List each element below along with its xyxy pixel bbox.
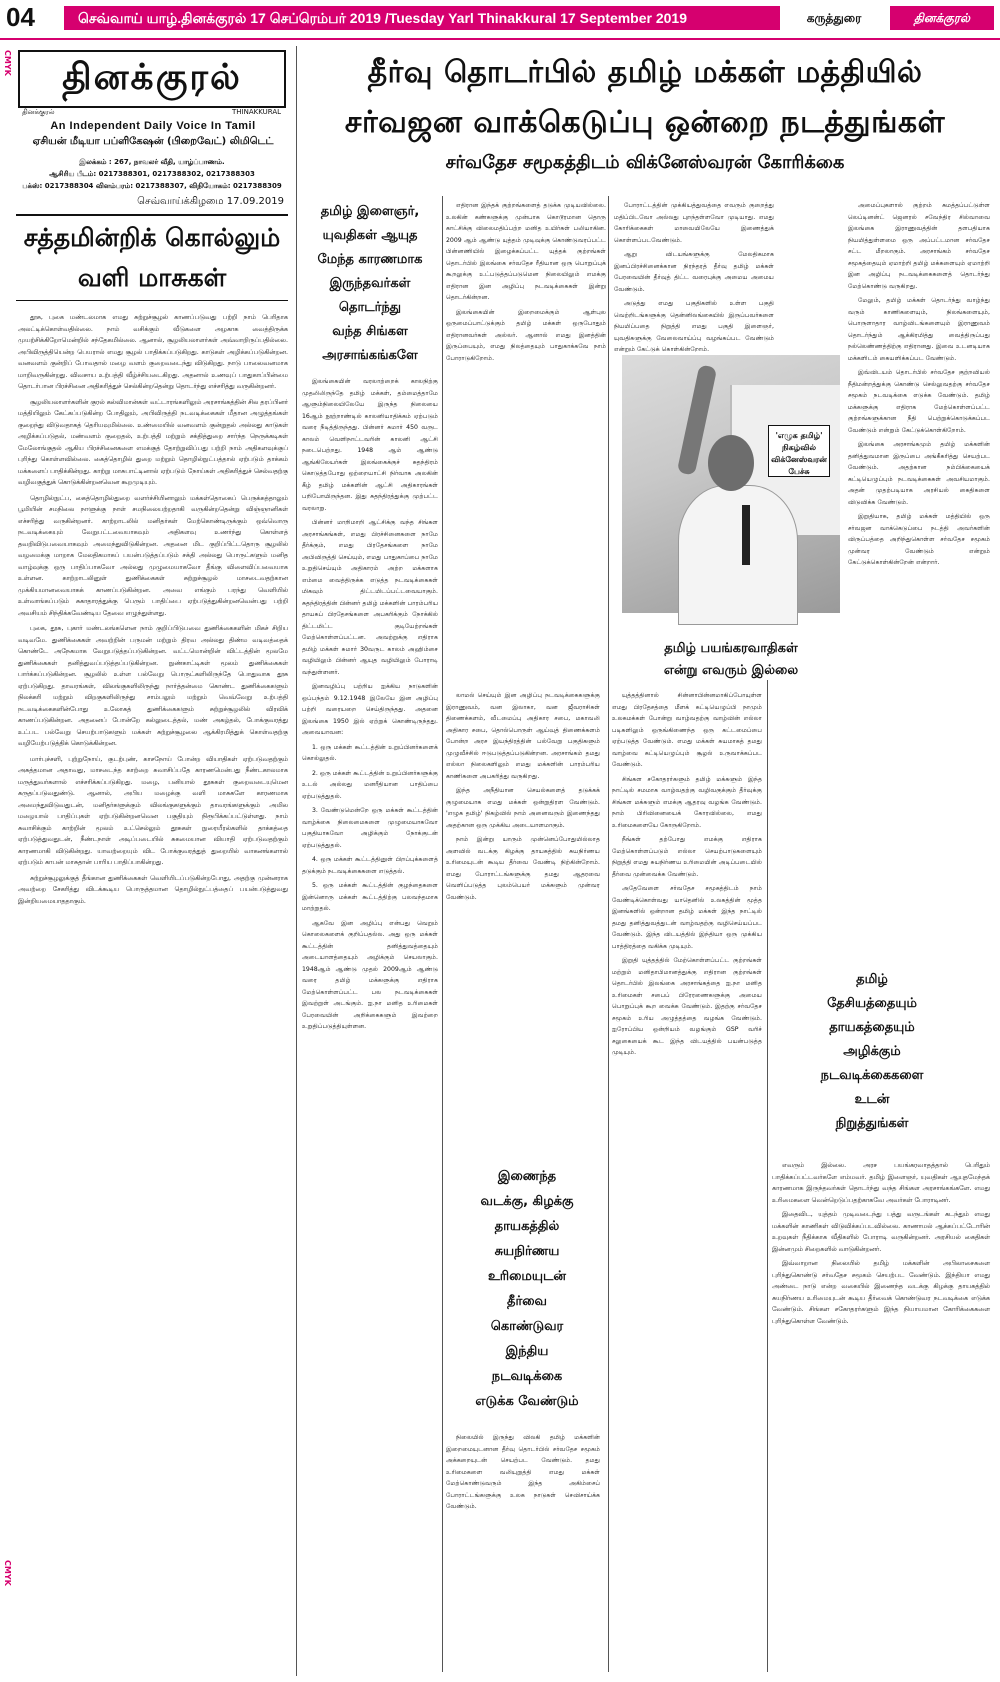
headline-line2: சர்வஜன வாக்கெடுப்பு ஒன்றை நடத்துங்கள் [344, 105, 946, 140]
column-divider [767, 680, 768, 1672]
article-column-3-upper [614, 200, 774, 353]
pull-quote-right-line: அழிக்கும் [843, 1044, 901, 1059]
section-label: கருத்துரை [782, 6, 886, 30]
article-column-2-upper [446, 200, 606, 362]
article-paragraph: 4. ஒரு மக்கள் கூட்டத்தினுள் பிறப்புக்களைத் தடுக்கும் நடவடிக்கைகளை எடுத்தல். [302, 856, 438, 875]
date-line: செவ்வாய் யாழ்.தினக்குரல் 17 செப்ரெம்பர் 2019 /Tuesday Yarl Thinakkural 17 September 2019 [64, 6, 780, 30]
article-paragraph: அமைப்புகளால் குற்றம் சுமத்தப்பட்டுள்ள லெப்டினன்ட் ஜெனரல் சவேந்திர சில்வாவை இலங்கை இராணுவத்தின் தளபதியாக நியமித்துள்ளமை ஒரு அப்பட்டமான சர்வதேச சட்ட மீறலாகும். அரசாங்கம் சர்வதேச சமூகத்தையும் ஏமாற்றி தமிழ் மக்களையும் ஏமாற்றி இன அழிப்பு நடவடிக்கைகளைத் தொடர்ந்து மேற்கொண்டு வருகிறது. [848, 202, 990, 290]
article-paragraph: ஆறு விடயங்களுக்கு மேலதிகமாக இனப்பிரச்சினைக்கான நிரந்தரத் தீர்வு தமிழ் மக்கள் பேரவையின் தீர்வுத் திட்ட வரைபுக்கு அமைய அமைய வேண்டும். [614, 251, 774, 293]
page-header [0, 0, 1000, 40]
pull-quote-bottom-line: தாயகத்தில் [494, 1219, 560, 1234]
logo-small-tamil: தினக்குரல் [22, 108, 55, 116]
editorial-title-line2: வளி மாசுகள் [77, 263, 227, 292]
article-paragraph: யுத்தத்தினால் சின்னாபின்னமாகிப்போயுள்ள எமது பிரதேசத்தை மீளக் கட்டியெழுப்பி நாமும் உலகமக்கள் போன்று வாழ்வதற்கு வாழ்வின் எல்லா படிகளிலும் ஒருங்கிணைந்த ஒரு கட்டமைப்பை ஏற்படுத்த வேண்டும். எமது மக்கள் சுயமாகத் தமது வாழ்வை கட்டியெழுப்பும் சூழல் உருவாக்கப்பட வேண்டும். [612, 692, 762, 768]
tagline: An Independent Daily Voice In Tamil [50, 120, 256, 132]
article-paragraph: அதேவேளை சர்வதேச சமூகத்திடம் நாம் வேண்டிக்கொள்வது யாதெனில் உலகத்தின் மூத்த இனங்களில் ஒன்றான தமிழ் மக்கள் இந்த நாட்டில் தமது தனித்துவத்துடன் வாழ்வதற்கு வழிசெய்யப்பட வேண்டும். இந்த விடயத்தில் இந்தியா ஒரு முக்கிய பாத்திரத்தை வகிக்க முடியும். [612, 885, 762, 950]
pull-quote-right-line: நடவடிக்கைகளை [820, 1068, 924, 1083]
pull-quote-right-line: தேசியத்தையும் [827, 996, 917, 1011]
article-paragraph: போராட்டத்தின் முக்கியத்துவத்தை எவரும் குறைத்து மதிப்பிடவோ அல்லது புறந்தள்ளவோ முடியாது. எமது கோரிக்கைகள் மாவையிலேயே இணைத்துக் கொள்ளப்படவேண்டும். [614, 202, 774, 244]
editorial-paragraph: புகை, தூசு, புகார் மண்டலங்களென நாம் குறிப்பிடுபவை துணிக்கைகளின் மிகச் சிறிய வடிவமே. துணிக்கைகள் அவற்றின் பருமன் மற்றும் திரவ அல்லது திண்ம வடிவத்தைக் கொண்டே அநேகமாக வேறுபடுத்தப்படுகின்றன. வட்டமொன்றின் விட்டத்தின் மூலமே துணிக்கைகள் தனித்துவப்படுத்தப்படுகின்றன. நுண்காட்டிகள் மூலம் துணிக்கைகள் பார்க்கப்படுகின்றன. சூழலில் உள்ள பல்வேறு பொருட்களிலிருந்தே பொதுவாக தூசு ஏற்படுகிறது. தாவரங்கள், விலங்குகளிலிருந்து நார்த்தன்மை கொண்ட துணிக்கைகளும் நிலக்கரி மற்றும் விறகுகளிலிருந்து சாம்பலும் மற்றும் வெவ்வேறு உற்பத்தி நடவடிக்கைகளின்போது உலோகத் துணிக்கைகளும் சுற்றுச்சூழலில் விரவிக் காணப்படுகின்றன. அதனைப் போன்றே கல்லுடைத்தல், மண் அகழ்தல், போக்குவரத்து உட்பட பல்வேறு செயற்பாடுகளும் மக்கள் சுற்றுச்சூழலை ஆக்கிரமித்துக் கொள்வதற்கு வழியேற்படுத்திக் கொடுக்கின்றன. [18, 624, 288, 747]
brand-tag: தினக்குரல் [890, 6, 994, 30]
pull-quote-right-line: நிறுத்துங்கள் [835, 1116, 909, 1131]
article-paragraph: இலங்கையின் இறைமைக்கும் ஆள்புல ஒருமைப்பாட்டுக்கும் தமிழ் மக்கள் ஒருபோதும் எதிரானவர்கள் அல்லர். ஆனால் எமது இனத்தின் இருப்பையும், எமது நிலத்தையும் பாதுகாக்கவே நாம் போராடுகிறோம். [446, 308, 606, 362]
pull-quote-right-line: உடன் [854, 1092, 890, 1107]
pull-quote-bottom-line: நடவடிக்கை [491, 1369, 563, 1384]
article-column-4 [848, 200, 990, 970]
article-paragraph: நாம் இன்று யாரும் முன்னெப்போதுமில்லாத அளவில் வடக்கு கிழக்கு தாயகத்தில் சுயநிர்ணய உரிமையுடன் கூடிய தீர்வை வேண்டி நிற்கின்றோம். எமது போராட்டங்களுக்கு தமது ஆதரவை வெளிப்படுத்த புலம்பெயர் மக்களும் முன்வர வேண்டும். [446, 836, 600, 901]
article-paragraph: இறுதியாக, தமிழ் மக்கள் மத்தியில் ஒரு சர்வஜன வாக்கெடுப்பை நடத்தி அவர்களின் விருப்பத்தை அறிந்துகொள்ள சர்வதேச சமூகம் முன்வர வேண்டும் என்றும் கேட்டுக்கொள்கின்றேன் என்றார். [848, 513, 990, 566]
pull-quote-bottom-line: இணைந்த [497, 1169, 557, 1184]
article-paragraph: இந்த அநீதியான செயல்களைத் தடுக்கக் குழுமையாக எமது மக்கள் ஒன்றுதிரள வேண்டும். 'எழுக தமிழ்' நிகழ்வில் நாம் அனைவரும் இணைந்தது அதற்கான ஒரு முக்கிய அடையாளமாகும். [446, 787, 600, 829]
article-paragraph: 5. ஒரு மக்கள் கூட்டத்தின் குழந்தைகளை இன்னொரு மக்கள் கூட்டத்திற்கு பலவந்தமாக மாற்றுதல். [302, 882, 438, 912]
pull-quote-right-line: தமிழ் [856, 972, 888, 987]
pull-quote-bottom-line: கொண்டுவர [490, 1319, 564, 1334]
article-paragraph: 3. வேண்டுமென்றே ஒரு மக்கள் கூட்டத்தின் வாழ்க்கை நிலைமைகளை முழுமையாகவோ பகுதியாகவோ அழிக்கும் நோக்குடன் ஏற்படுத்துதல். [302, 807, 438, 849]
header-rule [0, 38, 1000, 40]
pull-quote-line: அரசாங்கங்களே [322, 348, 418, 363]
article-paragraph: இலங்கையின் வரலாற்றைக் காலநிற்கு முதலிலிருந்தே தமிழ் மக்கள், தம்மைத்தாமே ஆளும்நிலையிலேயே இருந்த நிலையை 16ஆம் நூற்றாண்டில் காலனியாதிக்கம் ஏற்படும் வரை நீடித்திருந்தது. பின்னர் சுமார் 450 வருட காலம் வெளிநாட்டவரின் காலனி ஆட்சி நடைபெற்றது. 1948 ஆம் ஆண்டு ஆங்கிலேயர்கள் இலங்கைக்குச் சுதந்திரம் கொடுத்தபோது ஒற்றையாட்சி நிர்வாக அலகின் கீழ் தமிழ் மக்களின் ஆட்சி அதிகாரங்கள் பறிபோயிருந்தன. இது சுதந்திரத்துக்கு முற்பட்ட வரலாறு. [302, 378, 438, 512]
article-column-2-lower [446, 690, 600, 1155]
article-paragraph: இலங்கை அரசாங்கமும் தமிழ் மக்களின் தனித்துவமான இருப்பை அங்கீகரித்து செயற்பட வேண்டும். அதற்கான நம்பிக்கையைக் கட்டியெழுப்பும் நடவடிக்கைகள் அவசியமாகும். அதன் முதற்படியாக அரசியல் கைதிகளை விடுவிக்க வேண்டும். [848, 441, 990, 506]
article-paragraph: எவரும் இல்லை. அரச பயங்கரவாதத்தால் பெரிதும் பாதிக்கப்பட்டவர்களே எம்மவர். தமிழ் இளைஞர், யுவதிகள் ஆயுதமேந்தக் காரணமாக இருந்தவர்கள் தொடர்ந்து வந்த சிங்கள அரசாங்கங்களே. எமது உரிமைகளை வென்றெடுப்பதற்காகவே அவர்கள் போராடினர். [772, 1161, 990, 1204]
headline-line1: தீர்வு தொடர்பில் தமிழ் மக்கள் மத்தியில் [367, 55, 923, 90]
column-divider [608, 196, 609, 1672]
pull-quote-line: மேந்த காரணமாக [317, 252, 423, 267]
speaker-photo [622, 355, 840, 613]
article-paragraph: இதைவிட, யுத்தம் முடிவடைந்து பத்து வருடங்கள் கடந்தும் எமது மக்களின் காணிகள் விடுவிக்கப்படவில்லை. காணாமல் ஆக்கப்பட்டோரின் உறவுகள் நீதிக்காக வீதிகளில் போராடி வருகின்றனர். அரசியல் கைதிகள் இன்னமும் சிறைகளில் வாடுகின்றனர். [772, 1210, 990, 1253]
article-column-2-bottom [446, 1432, 600, 1672]
sub-headline: சர்வதேச சமூகத்திடம் விக்னேஸ்வரன் கோரிக்கை [445, 152, 845, 173]
article-paragraph: மேலும், தமிழ் மக்கள் தொடர்ந்து வாழ்ந்து வரும் காணிகளையும், நிலங்களையும், பொருளாதார வாழ்விடங்களையும் இராணுவம் தொடர்ந்தும் ஆக்கிரமித்து வைத்திருப்பது நல்லெண்ணத்திற்கு எதிரானது. இவை உடனடியாக மக்களிடம் கையளிக்கப்பட வேண்டும். [848, 297, 990, 362]
editorial-title-line1: சத்தமின்றிக் கொல்லும் [23, 223, 281, 252]
article-paragraph: இனவழிப்பு பற்றிய ஐக்கிய நாடுகளின் ஒப்பந்தம் 9.12.1948 இலேயே இன அழிப்பு பற்றி வரையறை செய்திருந்தது. அதனை இலங்கை 1950 இல் ஏற்றுக் கொண்டிருந்தது. அவையாவன: [302, 683, 438, 736]
article-column-4-lower [772, 1160, 990, 1672]
speaker-body [678, 485, 798, 625]
pull-quote-bottom-line: உரிமையுடன் [487, 1269, 566, 1284]
editorial-body [18, 312, 288, 1672]
article-paragraph: நீங்கள் தற்போது எமக்கு எதிராக மேற்கொள்ளப்படும் எல்லா செயற்பாடுகளையும் நிறுத்தி எமது சுயநிர்ணய உரிமையின் அடிப்படையில் தீர்வை முன்வைக்க வேண்டும். [612, 836, 762, 878]
publisher-info [12, 156, 292, 192]
editorial-paragraph: தூசு, புகை மண்டலமாக எமது சுற்றுச்சூழல் காணப்படுவது பற்றி நாம் பெரிதாக அலட்டிக்கொள்வதில்லை. நாம் வசிக்கும் வீடுகளை அழகாக வைத்திருக்க முயற்சிக்கிறோமென்றில் சந்தேகமில்லை. ஆனால், சூழலியலாளர்கள் அவ்வாறிருப்பதில்லை. அபிவிருத்தியென்ற பெயரால் எமது சூழல் பாதிக்கப்படுகிறது. காடுகள் அழிக்கப்படுகின்றன. வனவளம் குன்றிப் போவதால் மழை வளம் குறைவடைந்து விடுகிறது. நாடு பாலைவனமாக மாறிவருகின்றது. விவசாய உற்பத்தி வீழ்ச்சியடைகிறது. அதனால் உணவுப் பாதுகாப்பின்மை தொடர்பான பிரச்சினை அதிகரித்துச் செல்கின்றதென்று தொடர்ந்து எச்சரித்து வருகின்றனர். [18, 313, 288, 390]
masthead [12, 46, 292, 156]
photo-caption-line: பேச்சு [788, 467, 810, 476]
photo-caption-line: விக்னேஸ்வரன் [771, 455, 827, 464]
pull-quote-bottom-line: தீர்வை [506, 1294, 547, 1309]
editorial-paragraph: தொழில்நுட்ப, கைத்தொழில்துறை வளர்ச்சியினாலும் மக்கள்தொகைப் பெருக்கத்தாலும் பூமியின் சமநிலை நாளுக்கு நாள் சமநிலையற்றதாகி வருகின்றதென்று விஞ்ஞானிகள் எச்சரித்து வருகின்றனர். காற்றாடலில் மனிதர்கள் மேற்கொண்டிருக்கும் ஒவ்வொரு நடவடிக்கையும் வேறுபட்டவையாகவும் அதிகளவு உணர்ந்து கொள்ளத் தவறிவிடுபவையாகவும் அமைந்துவிடுகின்றன. அதனை மிட குறிப்பிட்டதொரு சூழலில் வழமைக்கு மாறாக மேலதிகமாகப் பயன்படுத்தப்படும் சக்தி அல்லது பொருட்களும் மனித வாழ்வுக்கு ஒரு பாதிப்பாகவோ அல்லது முழுமையாகவோ தீங்கு விளைவிப்பவையாக உள்ளன. காற்றாடலினுள் துணிக்கைகள் சுற்றுச்சூழல் மாசடைவதற்கான முக்கியமானவையாகக் காணப்படுகின்றன. அவை எங்கும் பரந்து வெளியில் உள்வாங்கப்படும் சுகாதாரத்துக்கு பெரும் பாதிப்பை ஏற்படுத்துகின்றனவென்பது பற்றி அவசியம் சிந்திக்கவேண்டிய தேவை எழுந்துள்ளது. [18, 493, 288, 617]
photo-subhead [616, 638, 846, 682]
logo-small-english: THINAKKURAL [232, 108, 282, 116]
article-paragraph: நிலையில் இருந்து விலகி தமிழ் மக்களின் இறைமையுடனான தீர்வு தொடர்பில் சர்வதேச சமூகம் அக்கறையுடன் செயற்பட வேண்டும். தமது உரிமைகளை வலியுறுத்தி எமது மக்கள் மேற்கொண்டுவரும் இந்த அகிம்சைப் போராட்டங்களுக்கு உலக நாடுகள் செவிசாய்க்க வேண்டும். [446, 1434, 600, 1510]
editorial-paragraph: சுற்றுச்சூழலுக்குத் தீங்கான துணிக்கைகள் வெளியிடப்படுகின்றபோது, அதற்கு முன்னராக அவற்றை சேகரித்து விடக்கூடிய பொருத்தமான தொழில்நுட்பத்தைப் பயன்படுத்துவது இன்றியமையாததாகும். [18, 873, 288, 905]
logo [18, 50, 286, 108]
article-paragraph: 2. ஒரு மக்கள் கூட்டத்தின் உறுப்பினர்களுக்கு உடல் அல்லது மனரீதியான பாதிப்பை ஏற்படுத்துதல். [302, 769, 438, 800]
pull-quote-bottom [452, 1164, 602, 1414]
photo-caption-line: நிகழ்வில் [782, 443, 816, 452]
photo-subhead-line: என்று எவரும் இல்லை [663, 663, 799, 678]
editorial-paragraph: சூழலியலாளர்களின் குரல் கல்விமான்கள் வட்டாரங்களிலும் அரசாங்கத்தின் சில தரப்பினர் மத்தியிலும் கேட்கப்படுகின்ற போதிலும், அபிவிருத்தி நடவடிக்கைகள் மீதான அழுத்தங்கள் குறைந்து விடுவதாகத் தெரியவுமில்லை. உண்மையில் வனவளம் குன்றுதல் அல்லது காடுகள் அழிக்கப்படுதல், மண்வளம் குறைதல், உற்பத்தி மற்றும் சக்தித்துறை சார்ந்த நெருக்கடிகள் மேலோங்குதல் ஆகிய பிரச்சினைகளை எமக்குத் தோற்றுவிப்பது பற்றி நாம் அதிகளவுக்குப் புரிந்து கொள்ளவில்லை. கைத்தொழில் துறை மற்றும் தொழில்நுட்பத்தால் ஏற்படும் தாக்கம் மக்களைப் பாதிக்கின்றது. காற்று மாசுபாட்டினால் ஏற்படும் நோய்கள் அதிகரித்துச் செல்வதற்கு வழிவகுத்துக் கொடுக்கின்றனவென கூறமுடியும். [18, 397, 288, 486]
page-number: 04 [6, 2, 35, 32]
editorial-rule-bottom [16, 300, 288, 301]
article-paragraph: 1. ஒரு மக்கள் கூட்டத்தின் உறுப்பினர்களைக் கொல்லுதல். [302, 743, 438, 762]
editorial-paragraph: மார்புச்சளி, புற்றுநோய், குடற்புண், காசநோய் போன்ற வியாதிகள் ஏற்படுவதற்கும் அசுத்தமான அதாவது, மாசடைந்த காற்றை சுவாசிப்பதே காரணமென்பது நீண்டகாலமாக மருத்துவர்களால் எச்சரிக்கப்படுகிறது. மழை, பனியால் தூசுகள் குறைவடையுமென கருதப்படுவதுண்டு. ஆனால், அபிய மழைக்கு வளி மாசுகளே காரணமாக அமைந்துவிடுவதுடன், மனிதர்களுக்கும் விலங்குகளுக்கும் தாவரங்களுக்கும் அமில மழையால் பாதிப்புகள் ஏற்படுகின்றனவென பகுதியும் நிரூபிக்கப்பட்டுள்ளது. நாம் சுவாசிக்கும் காற்றின் மூலம் உட்செல்லும் தூசுகள் நுரையீரல்களில் தாக்கத்தை ஏற்படுத்துவதுடன், நீண்டநாள் அடிப்படையில் சுகமையான வியாதி ஏற்படுவதற்கும் காரணமாகி விடுகின்றது. யாவற்றையும் விட போக்குவரத்துத் துறையில் வாகனங்களால் ஏற்படும் காபன் மாசுதான் பாரிய பாதிப்பாகின்றது. [18, 754, 288, 866]
pull-quote [302, 200, 438, 368]
pull-quote-line: வந்த சிங்கள [332, 324, 408, 339]
article-paragraph: இவ்விடயம் தொடர்பில் சர்வதேச குற்றவியல் நீதிமன்றத்துக்கு கொண்டு செல்லுவதற்கு சர்வதேச சமூகம் நடவடிக்கை எடுக்க வேண்டும். தமிழ் மக்களுக்கு எதிராக மேற்கொள்ளப்பட்ட குற்றங்களுக்கான நீதி பெற்றுக்கொடுக்கப்பட வேண்டும் என்றும் கேட்டுக்கொள்கிறோம். [848, 369, 990, 434]
cmyk-mark-bottom: CMYK [3, 1560, 12, 1586]
editorial-title [12, 218, 292, 298]
article-paragraph: எதிரான இந்தக் குற்றங்களைத் தடுக்க முடியவில்லை. உலகின் கண்களுக்கு முன்பாக கொடூரமான தொரு காட்சிக்கு விலைமதிப்பற்ற மனித உயிர்கள் பலியாகின. 2009 ஆம் ஆண்டு யுத்தம் முடிவுக்கு கொண்டுவரப்பட்ட பின்னணியில் இழைக்கப்பட்ட யுத்தக் குற்றங்கள் தொடர்பில் இலங்கை சர்வதேச ரீதியான ஒரு பொறுப்புக் கூறலுக்கு உட்படுத்தப்படுமென நிலையிலும் எமக்கு எதிரான இன அழிப்பு நடவடிக்கைகள் இன்று தொடர்கின்றன. [446, 202, 606, 301]
pull-quote-bottom-line: சுயநிர்ணய [494, 1244, 560, 1259]
main-headline [300, 48, 990, 148]
publisher: ஏசியன் மீடியா பப்ளிகேஷன் (பிறைவேட்) லிமிடெட் [32, 136, 274, 147]
logo-text: தினக்குரல் [62, 56, 242, 98]
pull-quote-line: யுவதிகள் ஆயுத [322, 228, 418, 243]
pull-quote-line: தொடர்ந்து [338, 300, 402, 315]
article-paragraph: இவ்வாறான நிலையில் தமிழ் மக்களின் அபிலாசைகளை புரிந்துகொண்டு சர்வதேச சமூகம் செயற்பட வேண்டும். இந்தியா எமது அண்டை நாடு என்ற வகையில் இணைந்த வடக்கு கிழக்கு தாயகத்தில் சுயநிர்ணய உரிமையுடன் கூடிய தீர்வைக் கொண்டுவர நடவடிக்கை எடுக்க வேண்டும். சிங்கள சகோதரர்களும் இந்த நியாயமான கோரிக்கைகளை புரிந்துகொள்ள வேண்டும். [772, 1259, 990, 1325]
article-column-1 [302, 376, 438, 1672]
pull-quote-line: தமிழ் இளைஞர், [320, 204, 420, 219]
photo-caption-line: 'எழுக தமிழ்' [775, 431, 823, 440]
column-divider [296, 46, 297, 1676]
photo-caption [768, 425, 830, 477]
pull-quote-bottom-line: வடக்கு, கிழக்கு [480, 1194, 574, 1209]
pull-quote-bottom-line: எடுக்க வேண்டும் [475, 1394, 579, 1409]
pull-quote-line: இருந்தவர்கள் [329, 276, 411, 291]
editorial-rule-top [16, 214, 288, 216]
address: இலக்கம் : 267, நாவலர் வீதி, யாழ்ப்பாணம். [79, 158, 225, 166]
article-paragraph: இறுதி யுத்தத்தில் மேற்கொள்ளப்பட்ட குற்றங்கள் மற்றும் மனிதாபிமானத்துக்கு எதிரான குற்றங்கள் தொடர்பில் இலங்கை அரசாங்கத்தை ஐ.நா மனித உரிமைகள் சபைப் பிரேரணைகளுக்கு அமைய பொறுப்புக் கூற வைக்க வேண்டும். இதற்கு சர்வதேச சமூகம் உரிய அழுத்தத்தை வழங்க வேண்டும். ஐரோப்பிய ஒன்றியம் வழங்கும் GSP வரிச் சலுகையைக் கூட இந்த விடயத்தில் பயன்படுத்த முடியும். [612, 957, 762, 1056]
issue-date: செவ்வாய்க்கிழமை 17.09.2019 [137, 196, 284, 207]
pull-quote-bottom-line: இந்திய [505, 1344, 549, 1359]
office-phone: ஆசிரிய பீடம்: 0217388301, 0217388302, 0217388303 [49, 170, 255, 178]
article-paragraph: லாமல் செய்யும் இன அழிப்பு நடவடிக்கைகளுக்கு இராணுவம், வன இலாகா, வன ஜீவராசிகள் திணைக்களம், வீடமைப்பு அதிகார சபை, மகாவலி அதிகார சபை, தொல்பொருள் ஆய்வுத் திணைக்களம் போன்ற அரச இயந்திரத்தின் பல்வேறு பகுதிகளும் முழுவீச்சில் ஈடுபடுத்தப்படுகின்றன. அரசாங்கம் தமது எல்லா நிலைகளிலும் எமது மக்களின் பாரம்பரிய காணிகளை அபகரித்து வருகிறது. [446, 692, 600, 780]
cmyk-mark-top: CMYK [3, 50, 12, 76]
microphone-icon [742, 505, 750, 565]
fax-line: பக்ஸ்: 0217388304 விளம்பரம்: 0217388307, விநியோகம்: 0217388309 [22, 182, 282, 190]
article-paragraph: ஆகவே இன அழிப்பு என்பது வெறும் கொலைகளைக் குறிப்பதல்ல. அது ஒரு மக்கள் கூட்டத்தின் தனித்துவத்தையும் அடையாளத்தையும் அழிக்கும் செயலாகும். 1948ஆம் ஆண்டு முதல் 2009ஆம் ஆண்டு வரை தமிழ் மக்களுக்கு எதிராக மேற்கொள்ளப்பட்ட பல நடவடிக்கைகள் இவற்றுள் அடங்கும். ஐ.நா மனித உரிமைகள் பேரவையின் அறிக்கைகளும் இவற்றை உறுதிப்படுத்தியுள்ளன. [302, 919, 438, 1030]
pull-quote-right-line: தாயகத்தையும் [829, 1020, 915, 1035]
article-paragraph: சிங்கள சகோதரர்களும் தமிழ் மக்களும் இந்த நாட்டில் சமமாக வாழ்வதற்கு வழிவகுக்கும் தீர்வுக்கு சிங்கள மக்களும் எமக்கு ஆதரவு வழங்க வேண்டும். நாம் பிரிவினையைக் கோரவில்லை, எமது உரிமைகளையே கோருகிறோம். [612, 775, 762, 829]
photo-subhead-line: தமிழ் பயங்கரவாதிகள் [664, 641, 798, 656]
article-paragraph: அடுத்து எமது பகுதிகளில் உள்ள பகுதி வெற்றிடங்களுக்கு தென்னிலங்கையில் இருப்பவர்களை நியமிப்பதை நிறுத்தி எமது பகுதி இளைஞர், யுவதிகளுக்கு வேலைவாய்ப்பு வழங்கப்பட வேண்டும் என்றும் கேட்டுக் கொள்கின்றோம். [614, 300, 774, 353]
article-column-3-lower [612, 690, 762, 1672]
article-paragraph: பின்னர் மாறிமாறி ஆட்சிக்கு வந்த சிங்கள அரசாங்கங்கள், எமது பிரச்சினைகளை நாமே தீர்க்கும், எமது பிரதேசங்களை நாமே அபிவிருத்தி செய்யும், எமது பாதுகாப்பை நாமே உறுதிசெய்யும் அதிகாரம் அற்ற மக்களாக எம்மை வைத்திருக்க எடுத்த நடவடிக்கைகள் மிகவும் திட்டமிடப்பட்டவையாகும். சுதந்திரத்தின் பின்னர் தமிழ் மக்களின் பாரம்பரிய தாயகப் பிரதேசங்களை அபகரிக்கும் நோக்கில் திட்டமிட்ட குடியேற்றங்கள் மேற்கொள்ளப்பட்டன. அவற்றுக்கு எதிராக தமிழ் மக்கள் சுமார் 30வருட காலம் அஹிம்சை வழியிலும் பின்னர் ஆயுத வழியிலும் போராடி வந்துள்ளனர். [302, 519, 438, 676]
speaker-head [708, 435, 754, 491]
column-divider [442, 196, 443, 1672]
pull-quote-right [772, 968, 972, 1136]
